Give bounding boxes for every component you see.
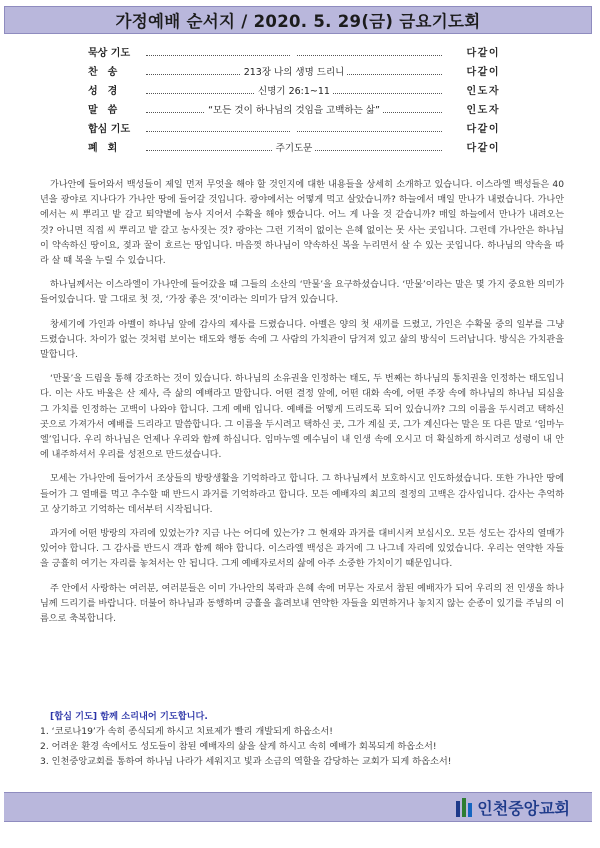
order-label: 합심 기도 (88, 124, 131, 135)
sermon-body (40, 178, 564, 636)
order-content: “모든 것이 하나님의 것임을 고백하는 삶” (146, 101, 442, 120)
order-label: 성경 (88, 86, 128, 97)
order-content (146, 120, 442, 139)
footer-bar (4, 792, 592, 822)
order-content: 213장 나의 생명 드리니 (146, 63, 442, 82)
header-bar (4, 6, 592, 34)
order-row (88, 44, 500, 63)
sermon-paragraph: 과거에 어떤 방랑의 자리에 있었는가? 지금 나는 어디에 있는가? 그 현재와 과거를 대비시켜 보십시오. 모든 성도는 감사의 열매가 있어야 합니다. 그 감사를 반드시 객과 함께 해야 합니다. 이스라엘 백성은 과거에 그 나그네 자리에 있었습니다. 우리는 연약한 자들을 긍휼히 여기는 자리를 놓쳐서는 안 됩니다. 그게 예배자로서의 삶에 아주 소중한 가치이기 때문입니다. (40, 529, 564, 570)
prayer-item: 1. ‘코로나19’가 속히 종식되게 하시고 치료제가 빨리 개발되게 하옵소서! (40, 726, 333, 737)
prayer-title: [합심 기도] 함께 소리내어 기도합니다. (50, 711, 208, 722)
order-leader: 인도자 (466, 105, 500, 116)
order-content: 신명기 26:1~11 (146, 82, 442, 101)
order-label: 폐회 (88, 143, 128, 154)
order-label: 말씀 (88, 105, 128, 116)
sermon-paragraph: 가나안에 들어와서 백성들이 제일 먼저 무엇을 해야 할 것인지에 대한 내용들을 상세히 소개하고 있습니다. 이스라엘 백성들은 40년을 광야로 지나다가 가나안 땅에 들어갈 것입니다. 광야에서는 어떻게 먹고 살았습니까? 하늘에서 매일 만나가 내렸습니다. 가나안에서는 씨 뿌리고 밭 갈고 퇴약볕에 농사 지어서 수확을 해야 했습니다. 어느 게 나을 것 같습니까? 매일 하늘에서 만나가 내려오는 것? 아니면 직접 씨 뿌리고 밭 갈고 농사짓는 것? 광야는 그런 기적이 없이는 은혜 없이는 못 사는 곳입니다. 그런데 가나안은 하나님이 약속하신 땅이요, 젖과 꿀이 흐르는 땅입니다. 마음껏 하나님이 약속하신 복을 누리면서 살 수 있는 곳입니다. 하나님의 약속을 따라 살 때 복을 누릴 수 있습니다. (40, 180, 564, 267)
order-label: 묵상 기도 (88, 48, 131, 59)
prayer-item: 3. 인천중앙교회를 통하여 하나님 나라가 세워지고 빛과 소금의 역할을 감당하는 교회가 되게 하옵소서! (40, 756, 452, 767)
order-leader: 다같이 (466, 67, 500, 78)
order-leader: 다같이 (466, 48, 500, 59)
order-label: 찬송 (88, 67, 128, 78)
order-row (88, 101, 500, 120)
sermon-paragraph: 하나님께서는 이스라엘이 가나안에 들어갔을 때 그들의 소산의 ‘만물’을 요구하셨습니다. ‘만물’이라는 말은 몇 가지 중요한 의미가 들어있습니다. 말 그대로 첫 것, ‘가장 좋은 것’이라는 의미가 담겨 있습니다. (40, 280, 564, 306)
church-logo-icon (455, 798, 473, 818)
church-brand (455, 796, 570, 819)
order-content: 주기도문 (146, 139, 442, 158)
church-name: 인천중앙교회 (477, 799, 570, 818)
prayer-section (40, 710, 564, 769)
sermon-paragraph: 모세는 가나안에 들어가서 조상들의 방랑생활을 기억하라고 합니다. 그 하나님께서 보호하시고 인도하셨습니다. 또한 가나안 땅에 들어가 그 열매를 먹고 추수할 때 반드시 과거를 기억하라고 합니다. 모든 예배자의 최고의 절정의 고백은 감사입니다. 감사는 추억하고 상기하고 기억하는 데서부터 시작됩니다. (40, 474, 564, 515)
prayer-item: 2. 어려운 환경 속에서도 성도들이 참된 예배자의 삶을 살게 하시고 속히 예배가 회복되게 하옵소서! (40, 741, 437, 752)
order-content (146, 44, 442, 63)
order-row (88, 139, 500, 158)
order-leader: 다같이 (466, 124, 500, 135)
order-row (88, 120, 500, 139)
page-title: 가정예배 순서지 / 2020. 5. 29(금) 금요기도회 (115, 12, 481, 31)
order-row (88, 63, 500, 82)
sermon-paragraph: 창세기에 가인과 아벨이 하나님 앞에 감사의 제사를 드렸습니다. 아벨은 양의 첫 새끼를 드렸고, 가인은 수확물 중의 일부를 그냥 드렸습니다. 차이가 없는 것처럼 보이는 태도와 행동 속에 그 사람의 가치관이 담겨져 있고 삶의 방식이 드러납니다. 방식은 가치관을 말합니다. (40, 319, 564, 361)
worship-order (88, 44, 500, 158)
sermon-paragraph: ‘만물’을 드림을 통해 강조하는 것이 있습니다. 하나님의 소유권을 인정하는 태도, 두 번째는 하나님의 통치권을 인정하는 태도입니다. 이는 사도 바울은 산 제사, 즉 삶의 예배라고 말합니다. 어떤 결정 앞에, 어떤 대화 속에, 어떤 주장 속에 하나님의 하나님 되심을 그 가치를 인정하는 고백이 나와야 합니다. 그게 예배 입니다. 예배를 어떻게 드리도록 되어 있습니까? 그의 이름을 두시려고 택하신 곳으로 가져가서 예배를 드리라고 말씀합니다. 그 이름을 두시려고 택하신 곳, 그가 계실 곳, 그가 계신다는 말은 또 다른 말로 ‘임마누엘’입니다. 우리 하나님은 언제나 우리와 함께 하십니다. 임마누엘 예수님이 내 인생 속에 오시고 더 확실하게 하시려고 성령이 내 안에 내주하셔서 우리를 성전으로 만드셨습니다. (40, 374, 564, 461)
order-leader: 다같이 (466, 143, 500, 154)
order-leader: 인도자 (466, 86, 500, 97)
order-row (88, 82, 500, 101)
sermon-paragraph: 주 안에서 사랑하는 여러분, 여러분들은 이미 가나안의 복락과 은혜 속에 머무는 자로서 참된 예배자가 되어 우리의 전 인생을 하나님께 드리기를 바랍니다. 더불어 하나님과 동행하며 긍휼을 흘려보내 연약한 자들을 외면하거나 놓치지 않는 순종이 있기를 주님의 이름으로 축복합니다. (40, 583, 564, 625)
